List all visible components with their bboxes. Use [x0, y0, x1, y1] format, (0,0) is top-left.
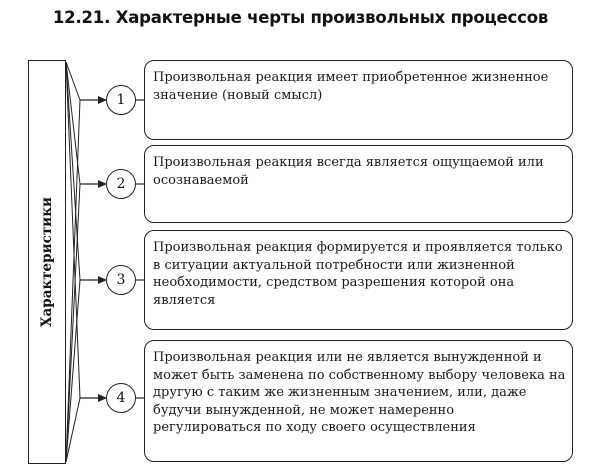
number-circle-2: 2 — [106, 169, 136, 199]
number-circle-1: 1 — [106, 85, 136, 115]
feature-box-2: Произвольная реакция всегда является ощущаемой или осознаваемой — [144, 145, 573, 223]
number-circle-4: 4 — [106, 383, 136, 413]
feature-box-4: Произвольная реакция или не является вынужденной и может быть заменена по собственному выбору человека на другую с таким же жизненным значением, или, даже будучи вынужденной, не может намеренно регулироваться по ходу своего осуществления — [144, 340, 573, 462]
number-circle-3: 3 — [106, 265, 136, 295]
diagram-title: 12.21. Характерные черты произвольных процессов — [52, 8, 549, 27]
feature-box-1: Произвольная реакция имеет приобретенное жизненное значение (новый смысл) — [144, 60, 573, 140]
characteristics-label: Характеристики — [39, 197, 55, 327]
fan-line-3b — [66, 280, 80, 462]
feature-box-3: Произвольная реакция формируется и проявляется только в ситуации актуальной потребности или жизненной необходимости, средством разрешения которой она является — [144, 230, 573, 330]
